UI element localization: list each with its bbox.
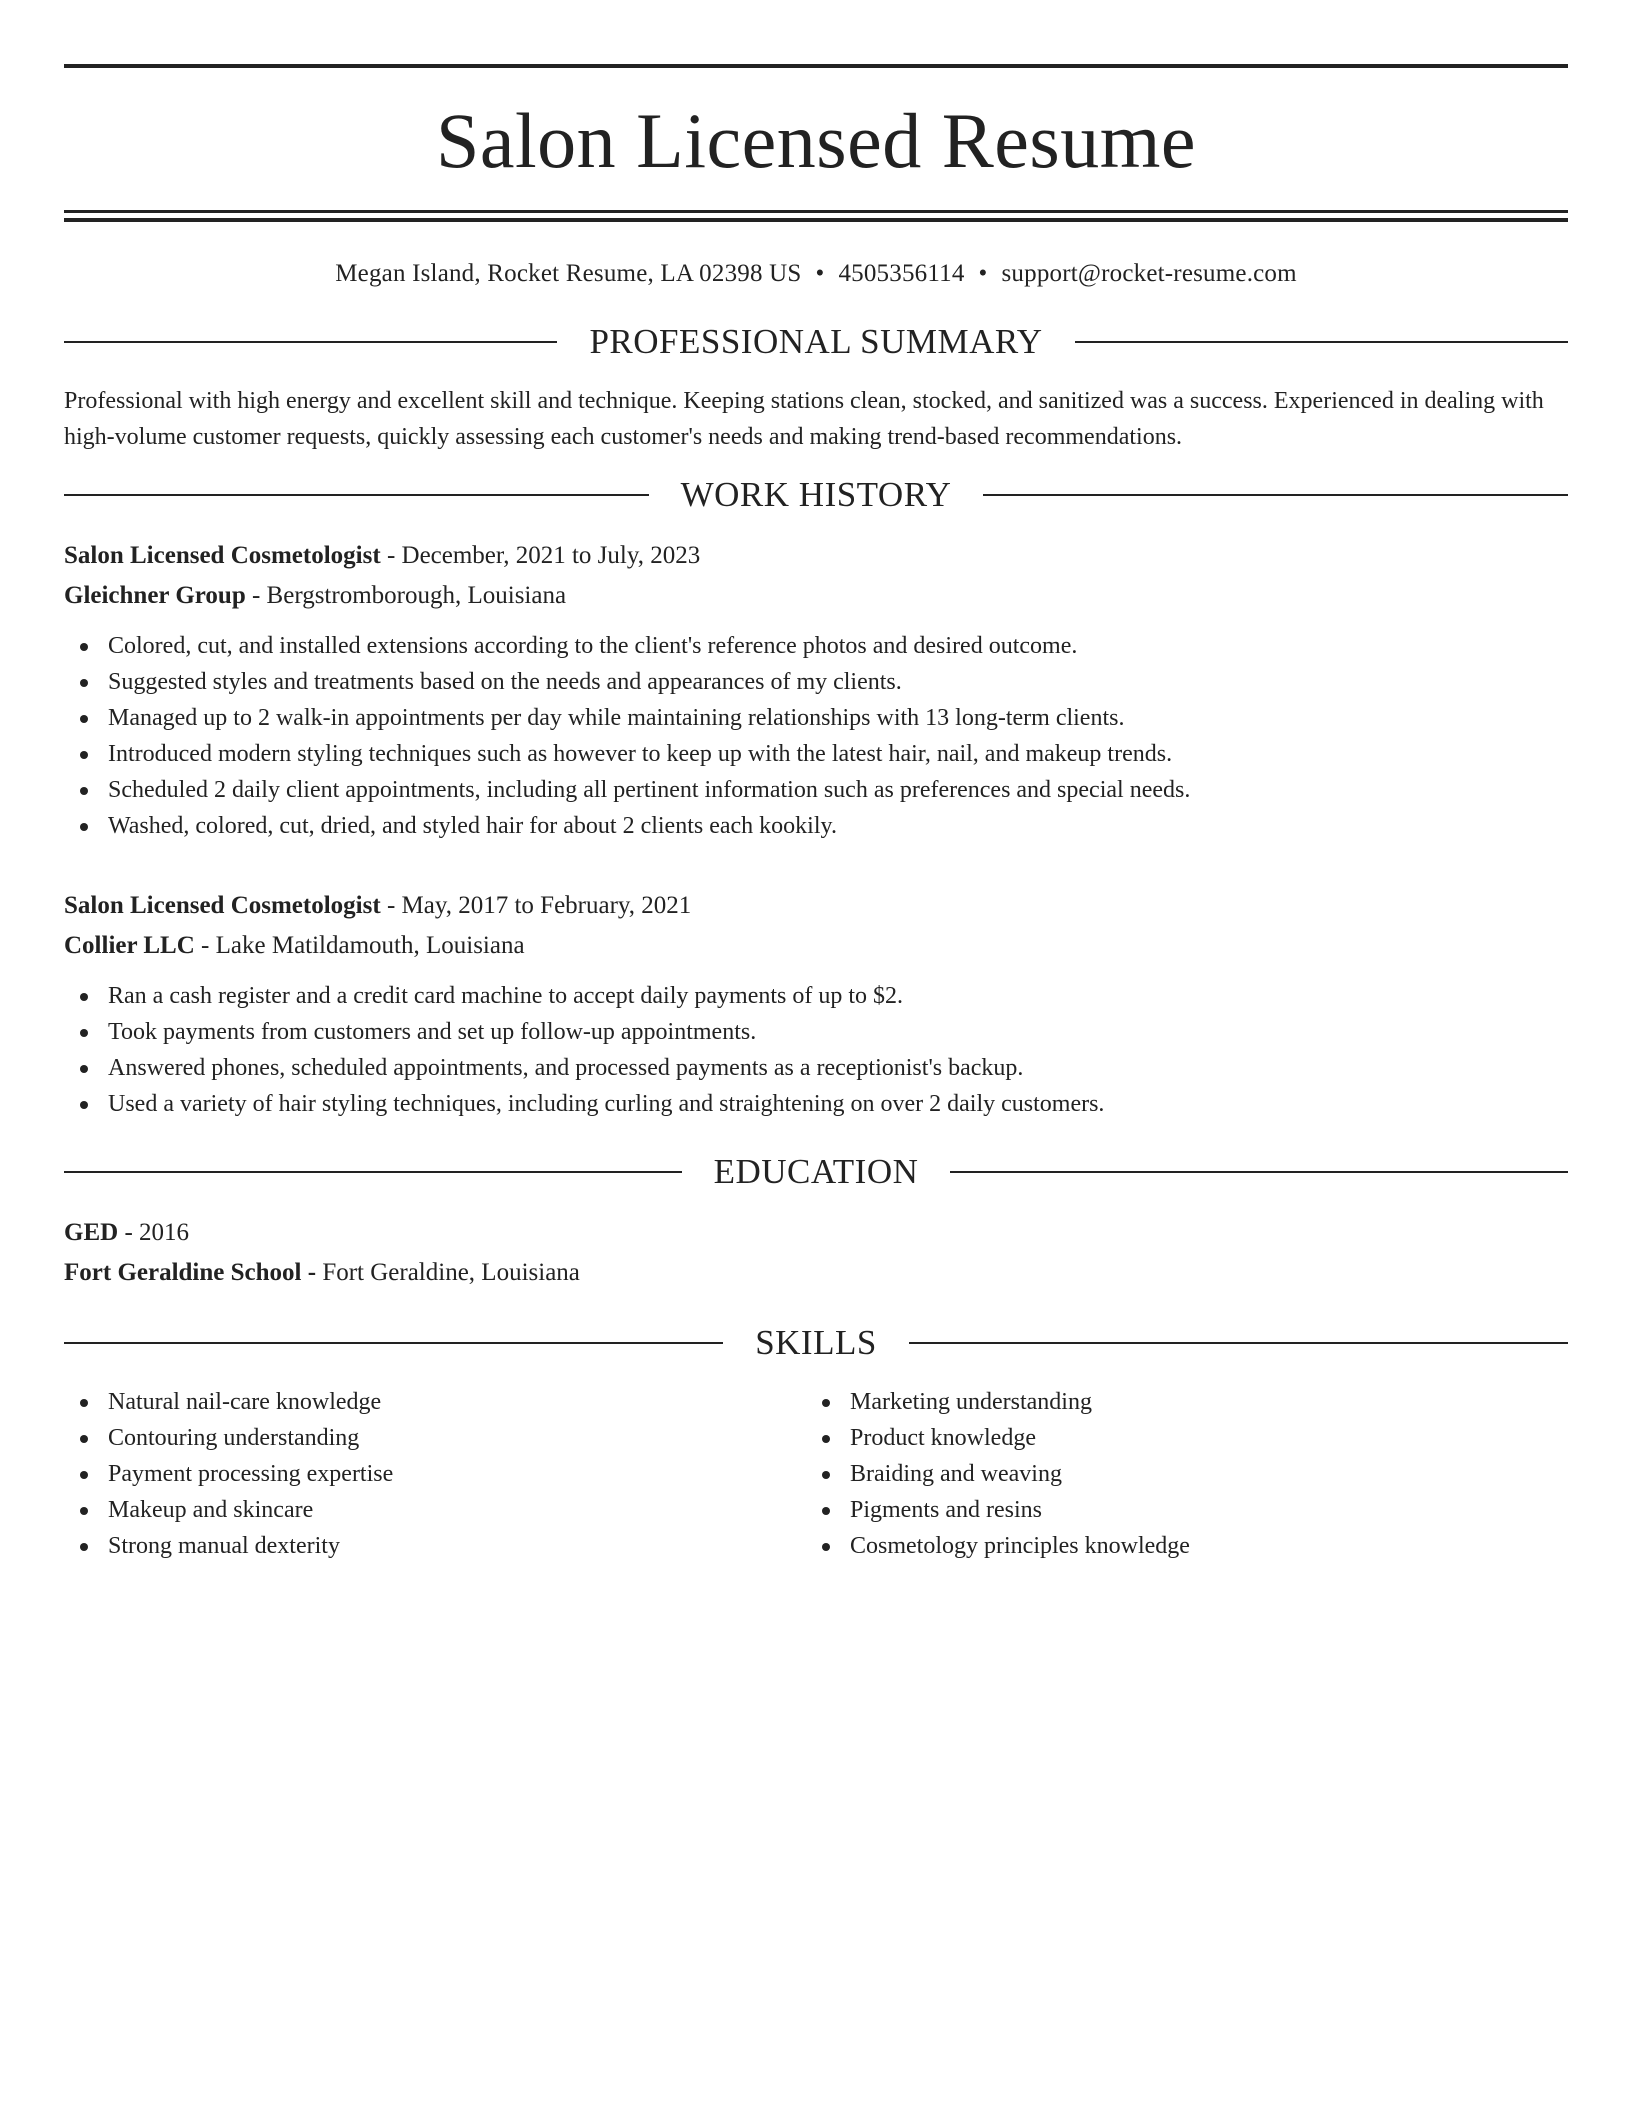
section-rule-left: [64, 341, 557, 343]
skills-column-right: [806, 1384, 1548, 1564]
job-company-line: [64, 576, 1568, 616]
job-company-line: [64, 926, 1568, 966]
job-company: Gleichner Group: [64, 582, 246, 609]
title-double-rule: [64, 210, 1568, 222]
section-header-education: [64, 1154, 1568, 1189]
list-item: Ran a cash register and a credit card machine to accept daily payments of up to $2.: [64, 978, 1568, 1014]
top-rule: [64, 64, 1568, 68]
list-item: Answered phones, scheduled appointments, and processed payments as a receptionist's backup.: [64, 1050, 1568, 1086]
education-year: - 2016: [118, 1219, 190, 1246]
section-rule-right: [909, 1342, 1568, 1344]
contact-address: Megan Island, Rocket Resume, LA 02398 US: [335, 260, 802, 287]
contact-separator: •: [978, 260, 988, 287]
education-degree-line: [64, 1213, 1568, 1253]
skills-grid: [64, 1384, 1568, 1564]
education-school-line: [64, 1253, 1568, 1293]
list-item: Took payments from customers and set up follow-up appointments.: [64, 1014, 1568, 1050]
job-entry: [64, 536, 1568, 844]
job-bullets: [64, 628, 1568, 844]
list-item: Product knowledge: [806, 1420, 1548, 1456]
education-location: Fort Geraldine, Louisiana: [316, 1259, 580, 1286]
section-rule-left: [64, 494, 649, 496]
section-rule-right: [950, 1171, 1568, 1173]
list-item: Contouring understanding: [64, 1420, 806, 1456]
education-entry: [64, 1213, 1568, 1293]
section-header-work: [64, 477, 1568, 512]
job-title-line: [64, 536, 1568, 576]
contact-separator: •: [815, 260, 825, 287]
job-location: - Lake Matildamouth, Louisiana: [194, 932, 525, 959]
education-school: Fort Geraldine School -: [64, 1259, 317, 1286]
job-company: Collier LLC: [64, 932, 195, 959]
list-item: Strong manual dexterity: [64, 1528, 806, 1564]
list-item: Introduced modern styling techniques such as however to keep up with the latest hair, nail, and makeup trends.: [64, 736, 1568, 772]
list-item: Washed, colored, cut, dried, and styled hair for about 2 clients each kookily.: [64, 808, 1568, 844]
list-item: Suggested styles and treatments based on the needs and appearances of my clients.: [64, 664, 1568, 700]
section-header-skills: [64, 1325, 1568, 1360]
job-location: - Bergstromborough, Louisiana: [245, 582, 567, 609]
section-rule-right: [1075, 341, 1568, 343]
resume-page: [64, 64, 1568, 1564]
job-entry: [64, 886, 1568, 1122]
list-item: Braiding and weaving: [806, 1456, 1548, 1492]
job-title: Salon Licensed Cosmetologist: [64, 542, 381, 569]
contact-line: [64, 260, 1568, 288]
list-item: Managed up to 2 walk-in appointments per day while maintaining relationships with 13 long-term clients.: [64, 700, 1568, 736]
list-item: Scheduled 2 daily client appointments, including all pertinent information such as preferences and special needs.: [64, 772, 1568, 808]
section-rule-left: [64, 1342, 723, 1344]
contact-phone: 4505356114: [838, 260, 965, 287]
list-item: Makeup and skincare: [64, 1492, 806, 1528]
list-item: Colored, cut, and installed extensions according to the client's reference photos and desired outcome.: [64, 628, 1568, 664]
list-item: Pigments and resins: [806, 1492, 1548, 1528]
list-item: Used a variety of hair styling techniques, including curling and straightening on over 2 daily customers.: [64, 1086, 1568, 1122]
education-degree: GED: [64, 1219, 119, 1246]
section-title-education: EDUCATION: [713, 1152, 919, 1191]
job-dates: - May, 2017 to February, 2021: [380, 892, 692, 919]
job-title-line: [64, 886, 1568, 926]
list-item: Marketing understanding: [806, 1384, 1548, 1420]
list-item: Cosmetology principles knowledge: [806, 1528, 1548, 1564]
section-header-summary: [64, 324, 1568, 359]
section-title-work: WORK HISTORY: [680, 475, 952, 514]
section-rule-right: [983, 494, 1568, 496]
job-dates: - December, 2021 to July, 2023: [380, 542, 701, 569]
skills-list-right: [806, 1384, 1548, 1564]
skills-column-left: [64, 1384, 806, 1564]
list-item: Payment processing expertise: [64, 1456, 806, 1492]
list-item: Natural nail-care knowledge: [64, 1384, 806, 1420]
summary-text: Professional with high energy and excellent skill and technique. Keeping stations clean, stocked, and sanitized was a success. Experienced in dealing with high-volume customer requests, quickly assessing each customer's needs and making trend-based recommendations.: [64, 388, 1544, 450]
resume-title: Salon Licensed Resume: [436, 97, 1196, 184]
contact-email: support@rocket-resume.com: [1001, 260, 1297, 287]
section-title-summary: PROFESSIONAL SUMMARY: [589, 322, 1043, 361]
section-rule-left: [64, 1171, 682, 1173]
skills-list-left: [64, 1384, 806, 1564]
job-bullets: [64, 978, 1568, 1122]
job-title: Salon Licensed Cosmetologist: [64, 892, 381, 919]
section-title-skills: SKILLS: [755, 1323, 877, 1362]
